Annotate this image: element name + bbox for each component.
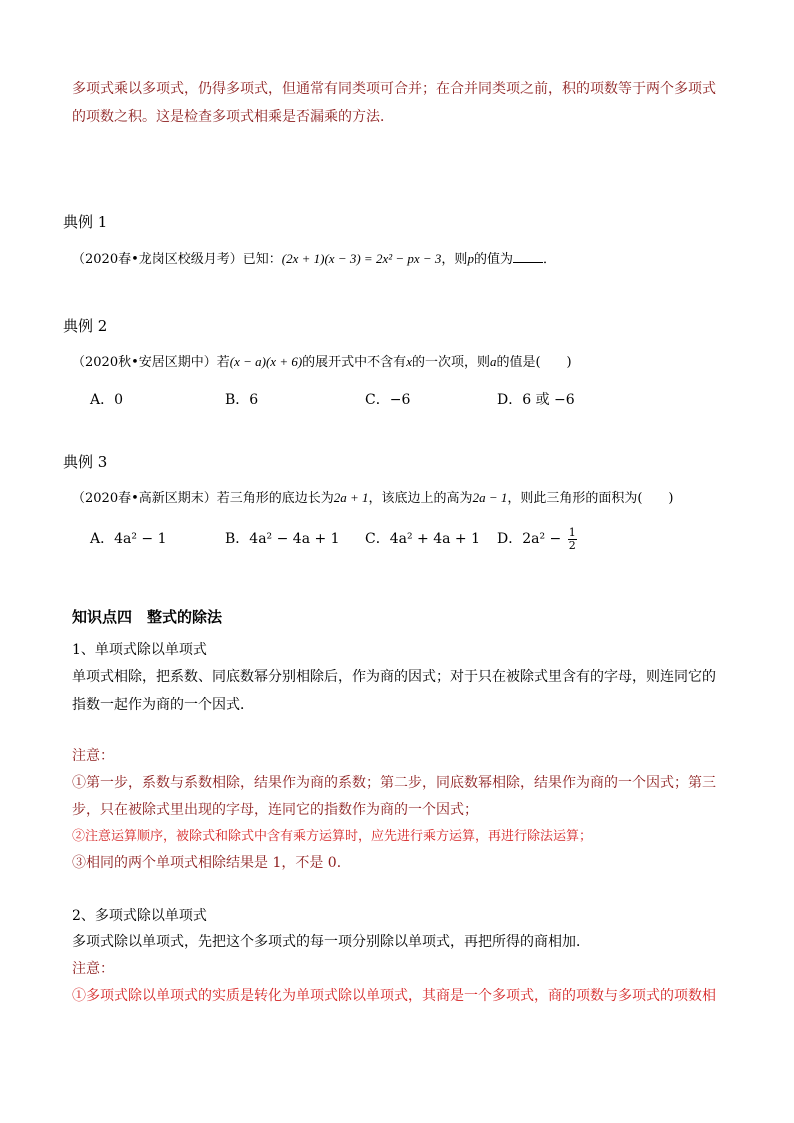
example-1-equation: (2x + 1)(x − 3) = 2x² − px − 3: [281, 251, 442, 266]
example-2-var: x: [406, 354, 412, 369]
example-1-heading: 典例 1: [63, 213, 108, 231]
fraction-numerator: 1: [568, 525, 576, 539]
example-2-mid2: 的一次项，则: [411, 355, 490, 370]
example-2-tail: 的值是( ): [496, 355, 572, 370]
intro-line-1: 多项式乘以多项式，仍得多项式，但通常有同类项可合并；在合并同类项之前，积的项数等于两个多项式: [72, 81, 716, 97]
example-3-source: （2020春•高新区期末）若三角形的底边长为: [72, 491, 334, 506]
note-label-2: 注意：: [72, 961, 114, 977]
example-1-tail: 的值为: [473, 252, 513, 267]
section-4-p1-line-2: 指数一起作为商的一个因式．: [72, 697, 254, 713]
note-1-line-1: ①第一步，系数与系数相除，结果作为商的系数；第二步，同底数幂相除，结果作为商的一个因式；第三: [72, 775, 716, 791]
example-1-question: [72, 248, 556, 270]
note-label: 注意：: [72, 748, 114, 764]
example-3-heading: 典例 3: [63, 453, 108, 471]
example-3-question: [72, 488, 674, 509]
note-1-line-2: 步，只在被除式里出现的字母，连同它的指数作为商的一个因式；: [72, 802, 478, 818]
intro-line-2: 的项数之积。这是检查多项式相乘是否漏乘的方法．: [72, 109, 394, 125]
example-3-option-d-label: D．2a² −: [497, 531, 566, 547]
example-1-var: p: [467, 251, 474, 266]
note-3: ③相同的两个单项式相除结果是 1，不是 0．: [72, 855, 351, 871]
answer-blank: [513, 248, 543, 263]
example-3-base: 2a + 1: [333, 490, 369, 505]
example-2-source: （2020秋•安居区期中）若: [72, 355, 230, 370]
example-2-option-b[interactable]: B．6: [225, 392, 259, 408]
example-2-option-d[interactable]: D．6 或 −6: [497, 392, 575, 408]
section-4-sub-1: 1、单项式除以单项式: [72, 642, 207, 658]
example-3-option-c[interactable]: C．4a² + 4a + 1: [365, 531, 481, 547]
example-2-option-a[interactable]: A．0: [90, 392, 124, 408]
example-2-var2: a: [489, 354, 497, 369]
example-3-tail: ，则此三角形的面积为( ): [507, 491, 674, 506]
example-2-expr: (x − a)(x + 6): [229, 354, 303, 369]
example-3-height: 2a − 1: [472, 490, 508, 505]
example-1-source: （2020春•龙岗区校级月考）已知：: [72, 252, 282, 267]
section-4-p1-line-1: 单项式相除，把系数、同底数幂分别相除后，作为商的因式；对于只在被除式里含有的字母，则连同它的: [72, 669, 716, 685]
example-1-mid: ，则: [441, 252, 468, 267]
example-3-option-a[interactable]: A．4a² − 1: [90, 531, 167, 547]
fraction: [568, 527, 577, 552]
example-2-mid: 的展开式中不含有: [302, 355, 407, 370]
section-4-p2: 多项式除以单项式，先把这个多项式的每一项分别除以单项式，再把所得的商相加．: [72, 934, 590, 950]
section-4-title: 知识点四 整式的除法: [72, 608, 223, 626]
note-2: ②注意运算顺序，被除式和除式中含有乘方运算时，应先进行乘方运算，再进行除法运算；: [72, 829, 593, 844]
example-3-mid: ，该底边上的高为: [368, 491, 473, 506]
fraction-denominator: 2: [568, 538, 576, 552]
example-2-option-c[interactable]: C．−6: [365, 392, 411, 408]
section-4-sub-2: 2、多项式除以单项式: [72, 908, 207, 924]
note-4: ①多项式除以单项式的实质是转化为单项式除以单项式，其商是一个多项式，商的项数与多项式的项数相: [72, 988, 716, 1004]
example-1-end: ．: [542, 252, 556, 267]
example-2-heading: 典例 2: [63, 317, 108, 335]
example-3-option-d[interactable]: [497, 522, 577, 556]
example-2-question: [72, 352, 572, 373]
example-3-option-b[interactable]: B．4a² − 4a + 1: [225, 531, 340, 547]
